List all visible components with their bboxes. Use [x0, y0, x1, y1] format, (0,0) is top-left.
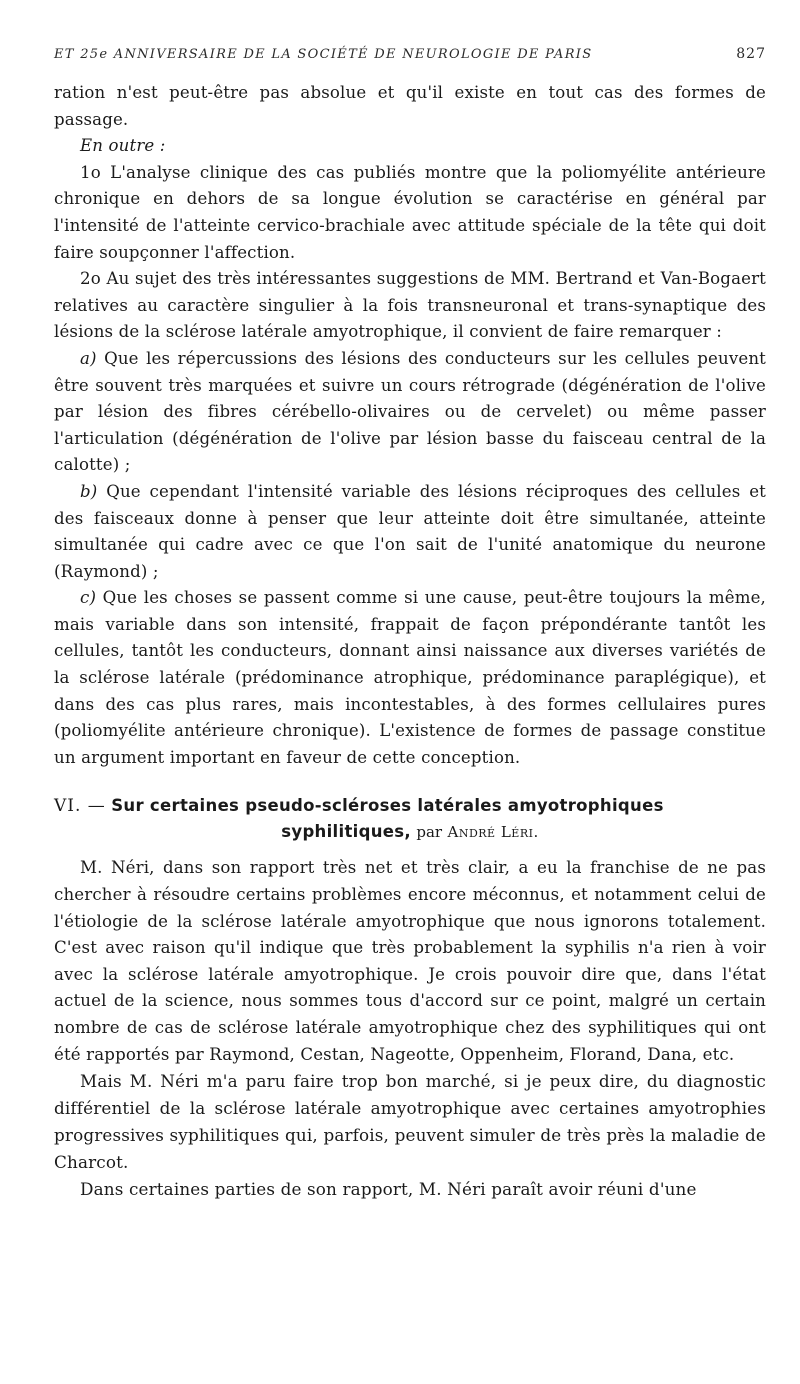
- running-title: ET 25e ANNIVERSAIRE DE LA SOCIÉTÉ DE NEUROLOGIE DE PARIS: [54, 47, 593, 62]
- section-body: [54, 855, 766, 1203]
- item-text: Que les répercussions des lésions des conducteurs sur les cellules peuvent être souvent très marquées et suivre un cours rétrograde (dégénération de l'olive par lésion des fibres cérébello-olivaires ou de cervelet) ou même passer l'articulation (dégénération de l'olive par lésion basse du faisceau central de la calotte) ;: [54, 348, 766, 475]
- section-title-part-1: Sur certaines pseudo-scléroses latérales amyotrophiques: [111, 796, 664, 816]
- item-label: c): [80, 588, 97, 608]
- paragraph-point-1: 1o L'analyse clinique des cas publiés montre que la poliomyélite antérieure chronique en dehors de sa longue évolution se caractérise en général par l'intensité de l'atteinte cervico-brachiale avec attitude spéciale de la tête qui doit faire soupçonner l'affection.: [54, 162, 766, 262]
- paragraph-item-a: [54, 346, 766, 479]
- author-name: André Léri.: [447, 823, 539, 842]
- section-heading-line-1: [54, 793, 766, 819]
- document-page: [54, 46, 766, 1203]
- item-text: Que les choses se passent comme si une cause, peut-être toujours la même, mais variable dans son intensité, frappait de façon prépondérante tantôt les cellules, tantôt les conducteurs, donnant ainsi naissance aux diverses variétés de la sclérose latérale (prédominance atrophique, prédominance paraplégique), et dans des cas plus rares, mais incontestables, à des formes cellulaires pures (poliomyélite antérieure chronique). L'existence de formes de passage constitue un argument important en faveur de cette conception.: [54, 588, 766, 767]
- item-label: a): [80, 348, 97, 368]
- running-header: [54, 46, 766, 80]
- page-number: 827: [736, 46, 766, 62]
- paragraph: ration n'est peut-être pas absolue et qu'il existe en tout cas des formes de passage.: [54, 83, 766, 129]
- byline-prefix: par: [416, 823, 443, 842]
- paragraph-item-b: [54, 479, 766, 585]
- section-heading: [54, 793, 766, 845]
- section-number: VI. —: [54, 796, 106, 817]
- paragraph-point-2: 2o Au sujet des très intéressantes suggestions de MM. Bertrand et Van-Bogaert relatives au caractère singulier à la fois transneuronal et trans-synaptique des lésions de la sclérose latérale amyotrophique, il convient de faire remarquer :: [54, 269, 766, 342]
- paragraph-en-outre: En outre :: [80, 136, 166, 156]
- section-heading-line-2: [54, 819, 766, 845]
- section-title-part-2: syphilitiques,: [281, 822, 411, 842]
- paragraph: Dans certaines parties de son rapport, M. Néri paraît avoir réuni d'une: [80, 1179, 697, 1200]
- item-label: b): [80, 481, 98, 501]
- item-text: Que cependant l'intensité variable des lésions réciproques des cellules et des faisceaux donne à penser que leur atteinte doit être simultanée, atteinte simultanée qui cadre avec ce que l'on sait de l'unité anatomique du neurone (Raymond) ;: [54, 481, 766, 581]
- paragraph-item-c: [54, 585, 766, 771]
- paragraph: M. Néri, dans son rapport très net et très clair, a eu la franchise de ne pas chercher à résoudre certains problèmes encore méconnus, et notamment celui de l'étiologie de la sclérose latérale amyotrophique que nous ignorons totalement. C'est avec raison qu'il indique que très probablement la syphilis n'a rien à voir avec la sclérose latérale amyotrophique. Je crois pouvoir dire que, dans l'état actuel de la science, nous sommes tous d'accord sur ce point, malgré un certain nombre de cas de sclérose latérale amyotrophique chez des syphilitiques qui ont été rapportés par Raymond, Cestan, Nageotte, Oppenheim, Florand, Dana, etc.: [54, 858, 766, 1064]
- paragraph: Mais M. Néri m'a paru faire trop bon marché, si je peux dire, du diagnostic différentiel de la sclérose latérale amyotrophique avec certaines amyotrophies progressives syphilitiques qui, parfois, peuvent simuler de très près la maladie de Charcot.: [54, 1071, 766, 1173]
- body-text: [54, 80, 766, 771]
